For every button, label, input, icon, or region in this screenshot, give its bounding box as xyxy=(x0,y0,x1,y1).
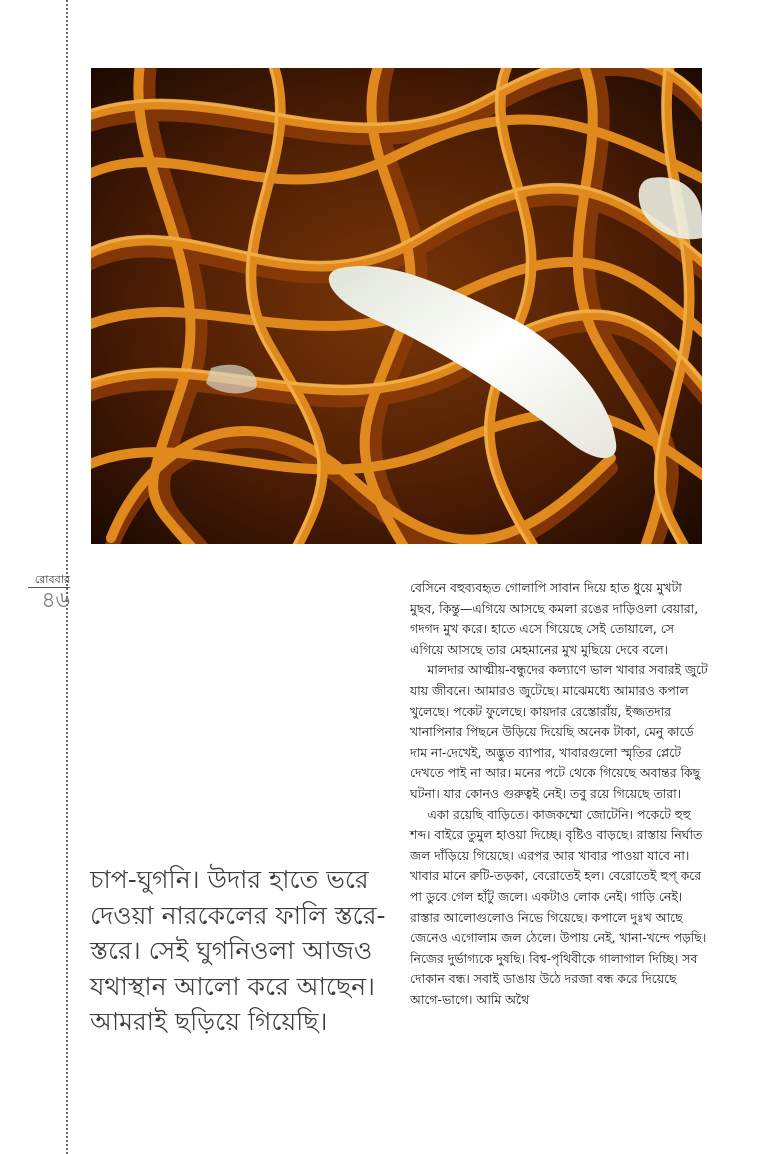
article-paragraph: বেসিনে বহুব্যবহৃত গোলাপি সাবান দিয়ে হাত ধুয়ে মুখটা মুছব, কিন্তু—এগিয়ে আসছে কমলা রঙের দাড়িওলা বেয়ারা, গদগদ মুখ করে। হাতে এসে গিয়েছে সেই তোয়ালে, সে এগিয়ে আসছে তার মেহমানের মুখ মুছিয়ে দেবে বলে। xyxy=(410,580,699,657)
article-paragraph: মালদার আত্মীয়-বন্ধুদের কল্যাণে ভাল খাবার সবারই জুটে যায় জীবনে। আমারও জুটেছে। মাঝেমধ্যে আমারও কপাল খুলেছে। পকেট ফুলেছে। কায়দার রেস্তোরাঁয়, ইজ্জতদার খানাপিনার পিছনে উড়িয়ে দিয়েছি অনেক টাকা, মেনু কার্ডে দাম না-দেখেই, অদ্ভুত ব্যাপার, খাবারগুলো স্মৃতির প্লেটে দেখতে পাই না আর। মনের পটে থেকে গিয়েছে অবান্তর কিছু ঘটনা। যার কোনও গুরুত্বই নেই। তবু রয়ে গিয়েছে তারা। xyxy=(410,662,708,801)
noodles-photo xyxy=(91,68,702,544)
section-label: রোববার xyxy=(28,574,70,588)
noodles-image xyxy=(91,68,702,544)
pull-quote: চাপ-ঘুগনি। উদার হাতে ভরে দেওয়া নারকেলের ফালি স্তরে-স্তরে। সেই ঘুগনিওলা আজও যথাস্থান আলো করে আছেন। আমরাই ছড়িয়ে গিয়েছি। xyxy=(90,865,386,1036)
page-number: ৪৬ xyxy=(41,588,70,613)
article-body xyxy=(410,578,710,1010)
article-paragraph: একা রয়েছি বাড়িতে। কাজকম্মো জোটেনি। পকেটে হুহু শব্দ। বাইরে তুমুল হাওয়া দিচ্ছে। বৃষ্টিও বাড়ছে। রাস্তায় নির্ঘাত জল দাঁড়িয়ে গিয়েছে। এরপর আর খাবার পাওয়া যাবে না। খাবার মানে রুটি-তড়কা, বেরোতেই হল। বেরোতেই হুপ্‌ করে পা ডুবে গেল হাঁটু জলে। একটাও লোক নেই। গাড়ি নেই। রাস্তার আলোগুলোও নিভে গিয়েছে। কপালে দুঃখ আছে জেনেও এগোলাম জল ঠেলে। উপায় নেই, খানা-খন্দে পড়ছি। নিজের দুর্ভাগ্যকে দুষছি। বিশ্ব-পৃথিবীকে গালাগাল দিচ্ছি। সব দোকান বন্ধ। সবাই ডাঙায় উঠে দরজা বন্ধ করে দিয়েছে আগে-ভাগে। আমি অথৈ xyxy=(410,806,707,1007)
folio xyxy=(28,574,70,613)
